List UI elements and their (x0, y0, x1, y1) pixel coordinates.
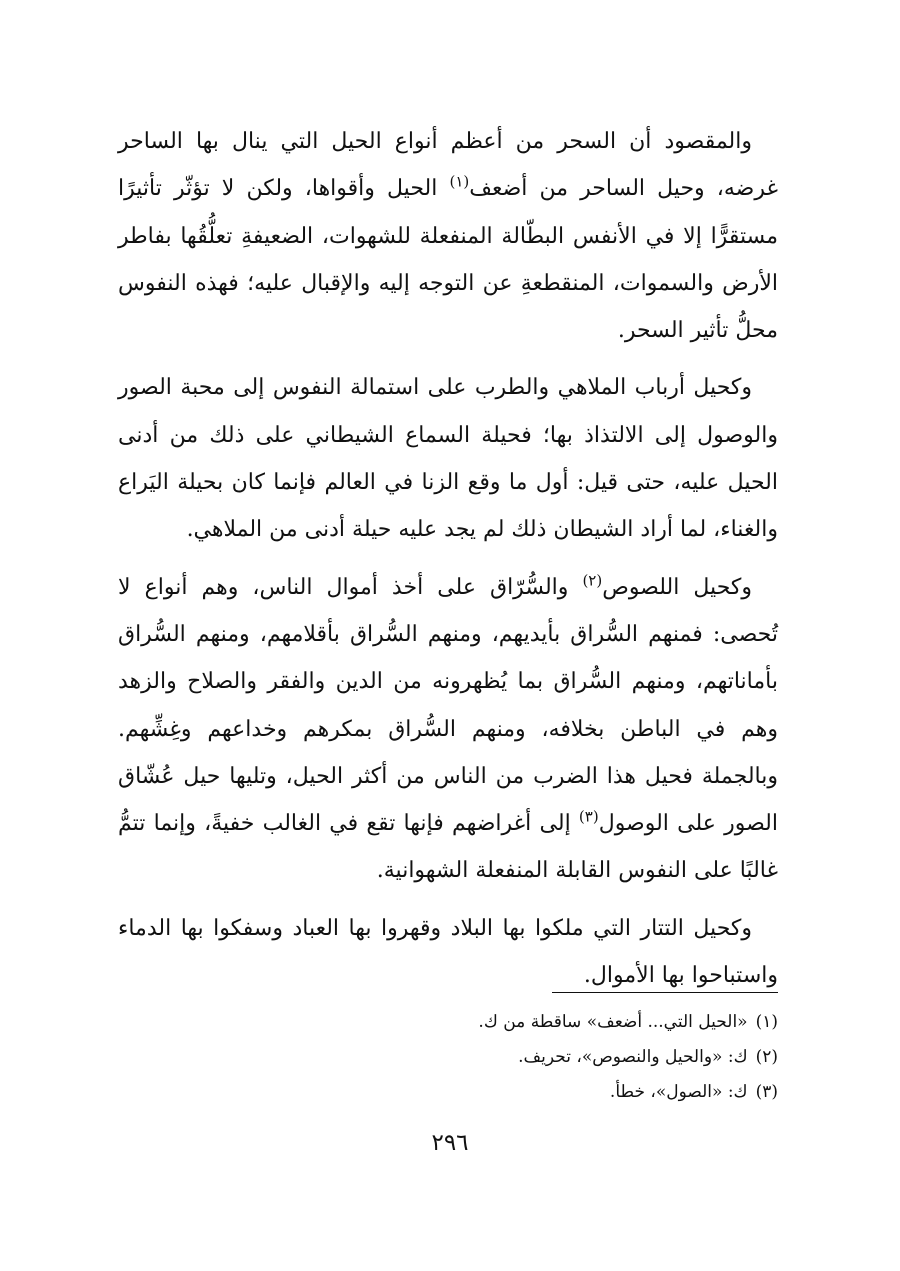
paragraph-tatars (118, 905, 778, 1000)
footnote-marker-2: (٢) (582, 571, 603, 590)
page-body (118, 118, 778, 1009)
paragraph-amusements (118, 364, 778, 553)
footnote-marker-3: (٣) (578, 807, 599, 826)
paragraph-text: الحيل وأقواها، ولكن لا تؤثّر تأثيرًا مستقرًّا إلا في الأنفس البطّالة المنفعلة للشهوات، الضعيفةِ تعلُّقُها بفاطر الأرض والسموات، المنقطعةِ عن التوجه إليه والإقبال عليه؛ فهذه النفوس محلُّ تأثير السحر. (118, 176, 778, 344)
footnote-number: (١) (755, 1012, 778, 1032)
footnote-2 (278, 1040, 778, 1075)
footnote-text: ك: «الصول»، خطأ. (609, 1082, 748, 1102)
paragraph-sorcery (118, 118, 778, 354)
page-number: ٢٩٦ (431, 1130, 469, 1156)
footnote-1 (278, 1005, 778, 1040)
paragraph-text: إلى أغراضهم فإنها تقع في الغالب خفيةً، وإنما تتمُّ غالبًا على النفوس القابلة المنفعلة الشهوانية. (118, 811, 778, 884)
paragraph-thieves (118, 564, 778, 895)
paragraph-text: وكحيل اللصوص (602, 574, 752, 600)
paragraph-text: والسُّرّاق على أخذ أموال الناس، وهم أنواع لا تُحصى: فمنهم السُّراق بأيديهم، ومنهم السُّراق بأقلامهم، ومنهم السُّراق بأماناتهم، ومنهم السُّراق بما يُظهرونه من الدين والفقر والصلاح والزهد وهم في الباطن بخلافه، ومنهم السُّراق بمكرهم وخداعهم وغِشِّهم. وبالجملة فحيل هذا الضرب من الناس من أكثر الحيل، وتليها حيل عُشّاق الصور على الوصول (118, 574, 778, 837)
footnotes (278, 1005, 778, 1110)
footnote-text: «الحيل التي... أضعف» ساقطة من ك. (478, 1012, 748, 1032)
footnote-number: (٣) (755, 1082, 778, 1102)
paragraph-text: وكحيل أرباب الملاهي والطرب على استمالة النفوس إلى محبة الصور والوصول إلى الالتذاذ بها؛ فحيلة السماع الشيطاني على ذلك من أدنى الحيل عليه، حتى قيل: أول ما وقع الزنا في العالم فإنما كان بحيلة اليَراع والغناء، لما أراد الشيطان ذلك لم يجد عليه حيلة أدنى من الملاهي. (118, 375, 778, 543)
footnote-number: (٢) (755, 1047, 778, 1067)
paragraph-text: والمقصود أن السحر من أعظم أنواع الحيل التي ينال بها الساحر غرضه، وحيل الساحر من أضعف (118, 129, 778, 202)
footnote-text: ك: «والحيل والنصوص»، تحريف. (518, 1047, 748, 1067)
footnote-marker-1: (١) (449, 172, 470, 191)
paragraph-text: وكحيل التتار التي ملكوا بها البلاد وقهروا بها العباد وسفكوا بها الدماء واستباحوا بها الأموال. (118, 915, 778, 989)
footnote-divider (552, 992, 778, 993)
footnote-3 (278, 1075, 778, 1110)
